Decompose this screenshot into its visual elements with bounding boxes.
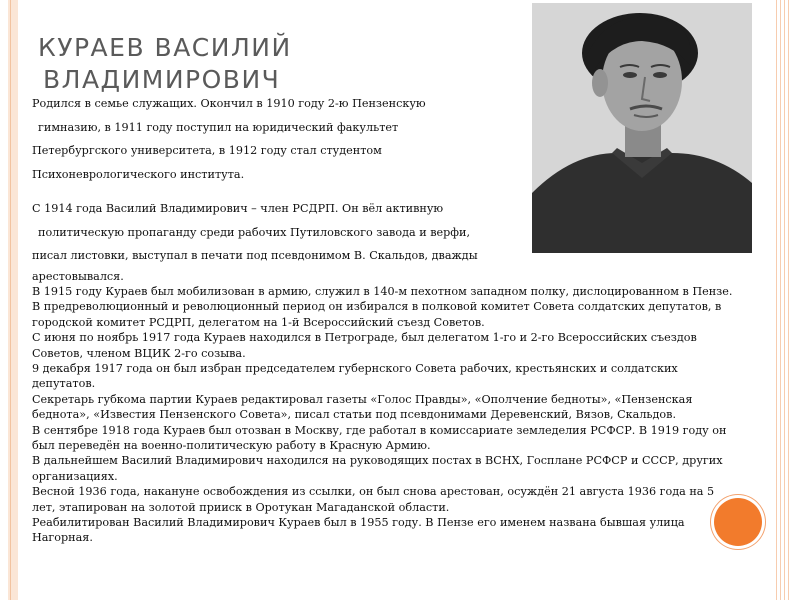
paragraph-2	[32, 197, 732, 268]
decorative-orange-circle	[714, 498, 762, 546]
text-line: арестовывался.	[32, 269, 124, 283]
title-line-2: ВЛАДИМИРОВИЧ	[43, 65, 281, 94]
text-line: 9 декабря 1917 года он был избран председателем губернского Совета рабочих, крестьянских и солдатских депутатов.	[32, 361, 678, 391]
text-line: В 1915 году Кураев был мобилизован в армию, служил в 140-м пехотном западном полку, дислоцированном в Пензе. В предреволюционный и революционный период он избирался в полковой комитет Совета солдатских депутатов, в городской комитет РСДРП, делегатом на 1-й Всероссийский съезд Советов.	[32, 284, 733, 329]
text-line: Родился в семье служащих. Окончил в 1910 году 2-ю Пензенскую	[32, 97, 426, 110]
biography-text	[32, 92, 732, 546]
text-line: В дальнейшем Василий Владимирович находился на руководящих постах в ВСНХ, Госплане РСФСР и СССР, других организациях.	[32, 454, 723, 483]
left-decorative-border	[8, 0, 18, 600]
page-title	[38, 32, 338, 96]
text-line: С 1914 года Василий Владимирович – член РСДРП. Он вёл активную	[32, 202, 444, 215]
text-line: С июня по ноябрь 1917 года Кураев находился в Петрограде, был делегатом 1-го и 2-го Всероссийских съездов Советов, членом ВЦИК 2-го созыва.	[32, 331, 697, 360]
text-line: Секретарь губкома партии Кураев редактировал газеты «Голос Правды», «Ополчение бедноты», «Пензенская беднота», «Известия Пензенского Совета», писал статьи под псевдонимами Деревенский, Вязов, Скальдов.	[32, 392, 693, 422]
text-line: писал листовки, выступал в печати под псевдонимом В. Скальдов, дважды	[32, 249, 478, 262]
text-line: Психоневрологического института.	[32, 167, 245, 181]
text-line: гимназию, в 1911 году поступил на юридический факультет	[38, 120, 399, 134]
paragraph-3	[32, 269, 737, 546]
right-decorative-border	[776, 0, 792, 600]
title-line-1: КУРАЕВ ВАСИЛИЙ	[38, 33, 292, 62]
paragraph-1	[32, 92, 732, 186]
text-line: Петербургского университета, в 1912 году стал студентом	[32, 144, 382, 157]
text-line: политическую пропаганду среди рабочих Путиловского завода и верфи,	[38, 225, 471, 239]
text-line: В сентябре 1918 года Кураев был отозван в Москву, где работал в комиссариате земледелия РСФСР. В 1919 году он был переведён на военно-политическую работу в Красную Армию.	[32, 423, 727, 452]
text-line: Реабилитирован Василий Владимирович Кураев был в 1955 году. В Пензе его именем названа бывшая улица Нагорная.	[32, 516, 685, 545]
text-line: Весной 1936 года, накануне освобождения из ссылки, он был снова арестован, осуждён 21 августа 1936 года на 5 лет, этапирован на золотой прииск в Оротукан Магаданской области.	[32, 485, 715, 514]
